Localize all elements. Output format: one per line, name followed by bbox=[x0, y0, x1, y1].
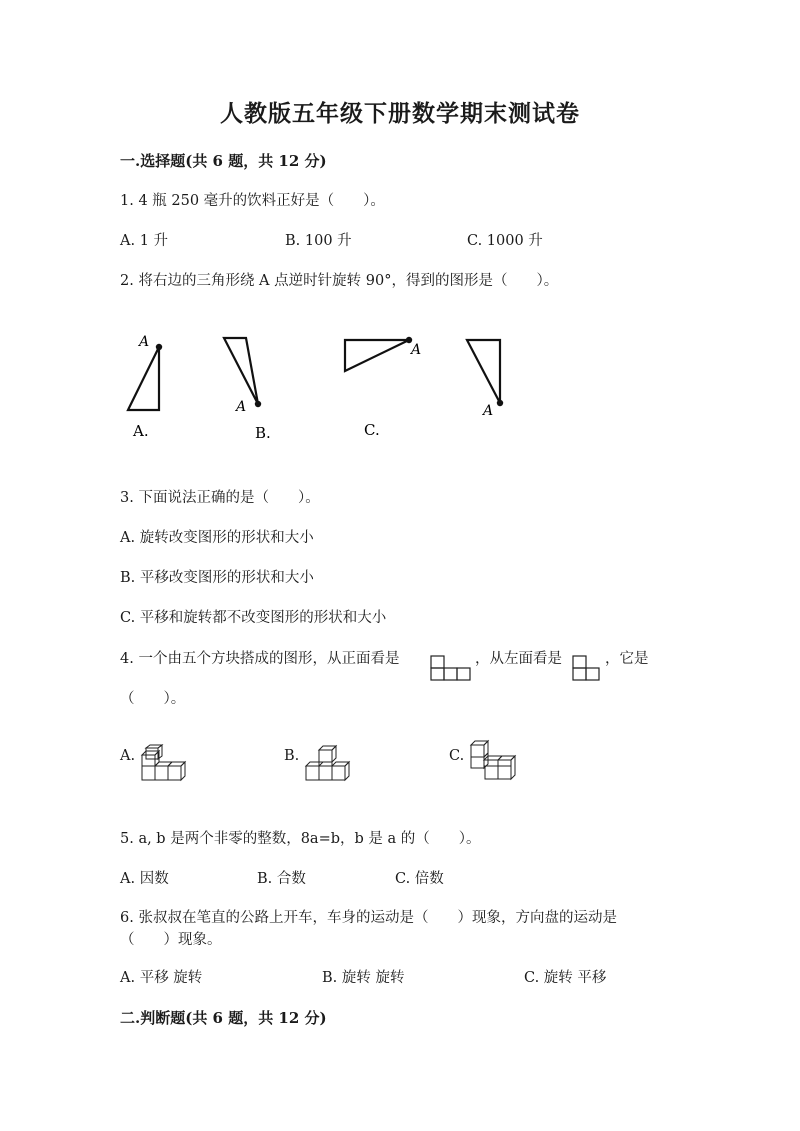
q4-option-b-label: B. bbox=[284, 748, 300, 764]
left-view-icon bbox=[572, 655, 602, 681]
triangle-option-a bbox=[128, 334, 162, 410]
triangle-shape-reference bbox=[467, 340, 500, 403]
q1-option-b: B. 100 升 bbox=[285, 233, 352, 249]
vertex-label-c: A bbox=[411, 342, 422, 358]
question-5: 5. a, b 是两个非零的整数，8a=b，b 是 a 的（ ）。 bbox=[120, 831, 481, 847]
question-2: 2. 将右边的三角形绕 A 点逆时针旋转 90°，得到的图形是（ ）。 bbox=[120, 273, 559, 289]
triangle-shape-a bbox=[128, 347, 159, 410]
q5-option-c: C. 倍数 bbox=[395, 871, 444, 887]
triangle-shape-c bbox=[345, 340, 409, 371]
triangle-reference bbox=[467, 340, 503, 419]
q3-option-a: A. 旋转改变图形的形状和大小 bbox=[120, 530, 314, 546]
q3-option-c: C. 平移和旋转都不改变图形的形状和大小 bbox=[120, 610, 387, 626]
figure-caption-b: B. bbox=[255, 424, 271, 442]
q5-option-a: A. 因数 bbox=[120, 871, 169, 887]
cube-figure-b bbox=[302, 742, 354, 784]
vertex-point-reference bbox=[497, 400, 503, 406]
q3-option-b: B. 平移改变图形的形状和大小 bbox=[120, 570, 314, 586]
q4-option-a-label: A. bbox=[120, 748, 136, 764]
question-6-line-2: （ ）现象。 bbox=[120, 932, 222, 948]
question-3: 3. 下面说法正确的是（ ）。 bbox=[120, 490, 320, 506]
question-4-part-4: （ ）。 bbox=[120, 691, 186, 707]
vertex-label-b: A bbox=[236, 399, 247, 415]
question-1: 1. 4 瓶 250 毫升的饮料正好是（ ）。 bbox=[120, 193, 385, 209]
vertex-point-a bbox=[156, 344, 162, 350]
page-title: 人教版五年级下册数学期末测试卷 bbox=[220, 100, 580, 127]
triangle-option-c bbox=[345, 337, 421, 371]
q6-option-b: B. 旋转 旋转 bbox=[322, 970, 405, 986]
q6-option-a: A. 平移 旋转 bbox=[120, 970, 203, 986]
vertex-point-b bbox=[255, 401, 261, 407]
question-4-part-1: 4. 一个由五个方块搭成的图形，从正面看是 bbox=[120, 651, 400, 667]
section-heading-choice: 一.选择题(共 6 题，共 12 分) bbox=[120, 152, 327, 170]
vertex-label-a: A bbox=[139, 334, 150, 350]
question-6-line-1: 6. 张叔叔在笔直的公路上开车，车身的运动是（ ）现象，方向盘的运动是 bbox=[120, 910, 617, 926]
front-view-icon bbox=[430, 655, 472, 681]
triangle-option-b bbox=[224, 338, 261, 415]
triangle-shape-b bbox=[224, 338, 258, 404]
question-4-part-2: ，从左面看是 bbox=[475, 651, 562, 667]
cube-figure-c bbox=[468, 740, 520, 784]
q1-option-a: A. 1 升 bbox=[120, 233, 169, 249]
q1-option-c: C. 1000 升 bbox=[467, 233, 543, 249]
triangle-figures bbox=[0, 0, 800, 460]
q4-option-c-label: C. bbox=[449, 748, 465, 764]
cube-figure-a bbox=[140, 744, 190, 784]
figure-caption-a: A. bbox=[133, 422, 149, 440]
figure-caption-c: C. bbox=[364, 421, 380, 439]
section-heading-judgment: 二.判断题(共 6 题，共 12 分) bbox=[120, 1009, 327, 1027]
q5-option-b: B. 合数 bbox=[257, 871, 306, 887]
question-4-part-3: ，它是 bbox=[605, 651, 649, 667]
q6-option-c: C. 旋转 平移 bbox=[524, 970, 607, 986]
vertex-label-reference: A bbox=[483, 403, 494, 419]
